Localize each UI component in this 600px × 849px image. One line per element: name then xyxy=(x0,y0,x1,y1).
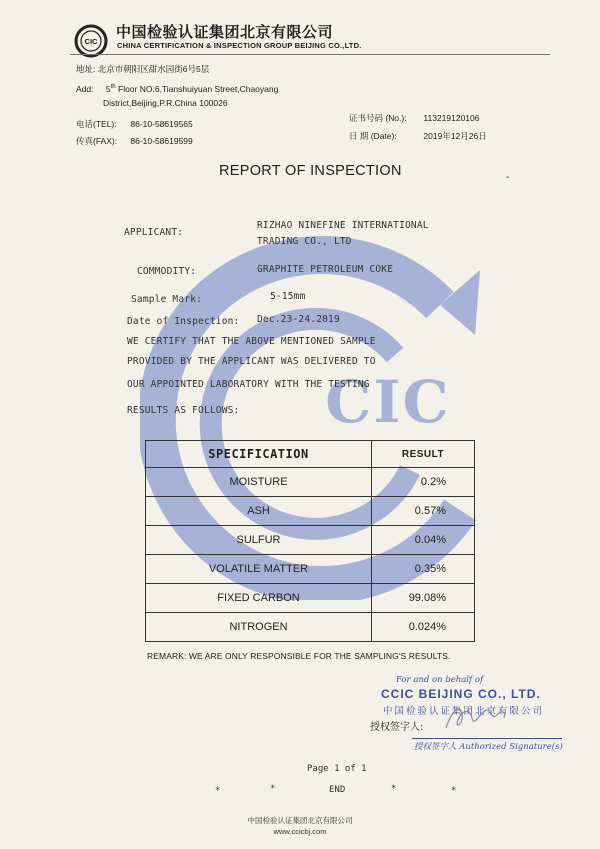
spec-cell: VOLATILE MATTER xyxy=(146,555,372,584)
authorized-signature-label: 授权签字人 Authorized Signature(s) xyxy=(414,742,563,752)
end-mark-4: * xyxy=(451,786,457,796)
spec-cell: FIXED CARBON xyxy=(146,584,372,613)
company-name-cn: 中国检验认证集团北京有限公司 xyxy=(116,23,334,41)
table-row xyxy=(146,497,475,526)
address-en-line1: Floor NO.6,Tianshuiyuan Street,Chaoyang xyxy=(118,83,279,94)
address-en xyxy=(76,81,278,95)
result-cell: 0.04% xyxy=(372,526,475,555)
svg-text:CIC: CIC xyxy=(325,368,451,436)
table-row xyxy=(146,468,475,497)
signature-line xyxy=(412,738,562,739)
cert-no-value: 113219120106 xyxy=(423,113,480,123)
address-en-floor: 5 xyxy=(105,83,111,94)
fax-value: 86-10-58619599 xyxy=(130,136,193,146)
stamp-company-en: CCIC BEIJING CO., LTD. xyxy=(381,687,541,701)
certify-line-4: RESULTS AS FOLLOWS: xyxy=(127,405,240,416)
spec-cell: MOISTURE xyxy=(146,468,372,497)
applicant-label: APPLICANT: xyxy=(124,227,184,238)
certificate-number xyxy=(349,112,479,124)
address-cn xyxy=(76,63,209,75)
result-cell: 0.024% xyxy=(372,613,475,642)
inspection-date-value: Dec.23-24.2019 xyxy=(257,314,340,325)
result-cell: 99.08% xyxy=(372,584,475,613)
table-row xyxy=(146,526,475,555)
header-divider xyxy=(70,54,550,55)
report-title: REPORT OF INSPECTION xyxy=(219,163,402,179)
company-name-en: CHINA CERTIFICATION & INSPECTION GROUP BEIJING CO.,LTD. xyxy=(117,41,362,50)
inspection-date-label: Date of Inspection: xyxy=(127,316,240,327)
stamp-on-behalf: For and on behalf of xyxy=(396,675,484,685)
fax-label: 传真(FAX): xyxy=(76,136,118,146)
commodity-label: COMMODITY: xyxy=(137,266,197,277)
cert-no-label: 证书号码 (No.): xyxy=(349,113,407,123)
end-mark-text: END xyxy=(329,785,346,795)
signatory-label: 授权签字人: xyxy=(370,722,424,733)
footer-company-cn: 中国检验认证集团北京有限公司 xyxy=(247,816,353,825)
fax-line xyxy=(76,135,193,147)
spec-header: SPECIFICATION xyxy=(146,441,372,468)
spec-cell: SULFUR xyxy=(146,526,372,555)
tel-line xyxy=(76,118,193,130)
page-number: Page 1 of 1 xyxy=(307,764,367,774)
end-mark-2: * xyxy=(270,784,276,794)
end-mark-3: * xyxy=(391,784,397,794)
address-cn-label: 地址: xyxy=(76,64,96,74)
result-cell: 0.2% xyxy=(372,468,475,497)
tel-value: 86-10-58619565 xyxy=(130,119,193,129)
table-row xyxy=(146,613,475,642)
end-mark-1: * xyxy=(215,786,221,796)
certificate-date xyxy=(349,130,487,142)
results-table xyxy=(145,440,475,642)
spec-cell: ASH xyxy=(146,497,372,526)
certify-line-2: PROVIDED BY THE APPLICANT WAS DELIVERED TO xyxy=(127,356,376,367)
cert-date-value: 2019年12月26日 xyxy=(423,131,487,141)
result-header: RESULT xyxy=(372,441,475,468)
address-en-label: Add: xyxy=(76,83,94,94)
applicant-name-line1: RIZHAO NINEFINE INTERNATIONAL xyxy=(257,220,429,231)
tel-label: 电话(TEL): xyxy=(76,119,117,129)
sample-mark-value: 5-15mm xyxy=(270,291,306,302)
commodity-value: GRAPHITE PETROLEUM COKE xyxy=(257,264,394,275)
table-row xyxy=(146,584,475,613)
result-cell: 0.57% xyxy=(372,497,475,526)
address-en-line2: District,Beijing,P.R.China 100026 xyxy=(103,98,228,108)
stamp-company-cn: 中国检验认证集团北京有限公司 xyxy=(383,706,545,717)
address-cn-value: 北京市朝阳区甜水园街6号5层 xyxy=(97,64,210,74)
table-row xyxy=(146,555,475,584)
table-header-row xyxy=(146,441,475,468)
sample-mark-label: Sample Mark: xyxy=(131,294,203,305)
certify-line-1: WE CERTIFY THAT THE ABOVE MENTIONED SAMPLE xyxy=(127,336,376,347)
cic-logo-icon xyxy=(74,24,108,58)
spec-cell: NITROGEN xyxy=(146,613,372,642)
footer-website[interactable]: www.ccicbj.com xyxy=(273,827,327,836)
svg-text:CIC: CIC xyxy=(84,37,98,46)
address-en-sup: th xyxy=(110,84,116,90)
cert-date-label: 日 期 (Date): xyxy=(349,131,397,141)
certify-line-3: OUR APPOINTED LABORATORY WITH THE TESTING xyxy=(127,379,370,390)
remark-text: REMARK: WE ARE ONLY RESPONSIBLE FOR THE SAMPLING'S RESULTS. xyxy=(147,651,451,661)
handwritten-signature xyxy=(440,700,510,736)
dash-mark: - xyxy=(506,172,510,183)
result-cell: 0.35% xyxy=(372,555,475,584)
applicant-name-line2: TRADING CO., LTD xyxy=(257,236,352,247)
